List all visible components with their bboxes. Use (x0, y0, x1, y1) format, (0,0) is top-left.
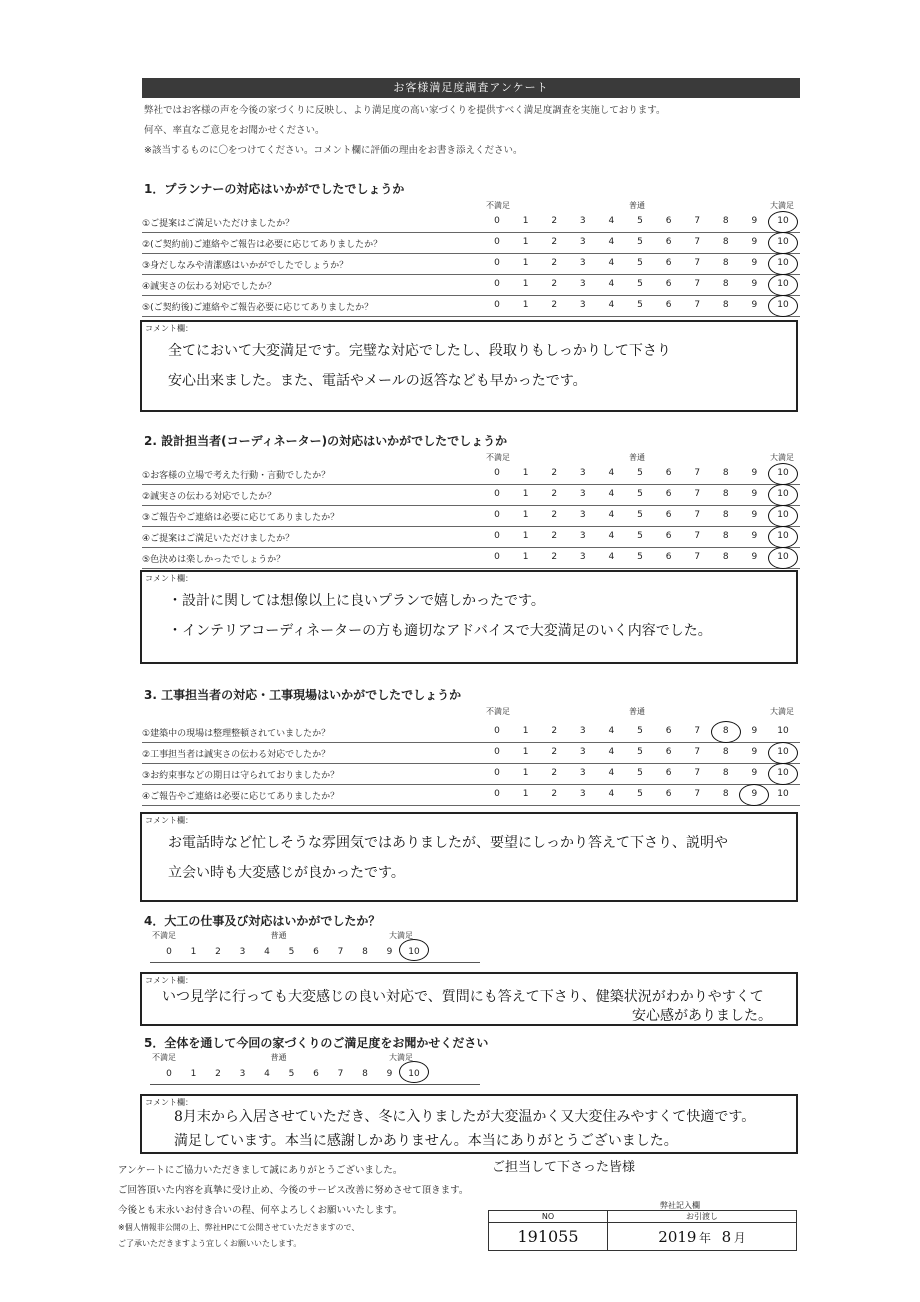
rating-option[interactable]: 3 (579, 279, 586, 289)
rating-option[interactable]: 5 (637, 768, 643, 778)
rating-option[interactable]: 8 (722, 258, 729, 268)
selected-rating-circle (768, 763, 798, 785)
rating-option[interactable]: 1 (522, 468, 529, 478)
office-month-unit: 月 (733, 1230, 746, 1245)
question-label: ④ご提案はご満足いただけましたか？ (142, 534, 295, 544)
rating-option[interactable]: 2 (551, 768, 558, 778)
question-row (142, 212, 800, 233)
rating-option[interactable]: 0 (494, 489, 500, 499)
comment-label: コメント欄： (145, 976, 193, 985)
rating-option[interactable]: 7 (694, 258, 701, 268)
rating-option[interactable]: 2 (215, 1069, 221, 1079)
section-5-comment-line-1: 8月末から入居させていただき、冬に入りましたが大変温かく又大変住みやすくて快適です。 (174, 1109, 756, 1125)
rating-option[interactable]: 10 (777, 489, 789, 499)
rating-option[interactable]: 9 (751, 279, 758, 289)
question-label: ②(ご契約前)ご連絡やご報告は必要に応じてありましたか？ (142, 240, 383, 250)
rating-option[interactable]: 4 (608, 789, 615, 799)
rating-option[interactable]: 8 (722, 531, 729, 541)
rating-option[interactable]: 1 (190, 1069, 197, 1079)
rating-option[interactable]: 10 (777, 279, 789, 289)
rating-option[interactable]: 10 (777, 747, 789, 757)
scale-label-mid: 普通 (270, 931, 287, 940)
rating-option[interactable]: 0 (494, 216, 500, 226)
rating-option[interactable]: 10 (777, 468, 789, 478)
rating-option[interactable]: 0 (494, 300, 500, 310)
rating-option[interactable]: 4 (608, 216, 615, 226)
rating-option[interactable]: 1 (190, 947, 197, 957)
question-row (142, 743, 800, 764)
rating-option[interactable]: 5 (637, 726, 643, 736)
rating-option[interactable]: 4 (608, 300, 615, 310)
rating-option[interactable]: 6 (313, 947, 319, 957)
rating-option[interactable]: 0 (166, 1069, 172, 1079)
rating-option[interactable]: 8 (722, 216, 729, 226)
intro-line-3: ※該当するものに〇をつけてください。コメント欄に評価の理由をお書き添えください。 (144, 145, 523, 156)
question-row (142, 722, 800, 743)
rating-option[interactable]: 8 (722, 768, 729, 778)
selected-rating-circle (768, 484, 798, 506)
rating-option[interactable]: 3 (239, 947, 246, 957)
selected-rating-circle (711, 721, 741, 743)
rating-option[interactable]: 2 (551, 552, 558, 562)
question-row (142, 275, 800, 296)
rating-option[interactable]: 4 (608, 726, 615, 736)
rating-option[interactable]: 9 (751, 489, 758, 499)
rating-option[interactable]: 3 (579, 747, 586, 757)
question-row (142, 464, 800, 485)
rating-option[interactable]: 9 (751, 237, 758, 247)
rating-option[interactable]: 5 (637, 531, 643, 541)
intro-line-2: 何卒、率直なご意見をお聞かせください。 (144, 125, 325, 136)
scale-label-mid: 普通 (629, 453, 645, 462)
question-label: ①建築中の現場は整理整頓されていましたか？ (142, 729, 331, 739)
rating-option[interactable]: 2 (551, 726, 558, 736)
rating-option[interactable]: 1 (522, 300, 529, 310)
rating-option[interactable]: 7 (694, 768, 701, 778)
section-2-comment-line-1: ・設計に関しては想像以上に良いプランで嬉しかったです。 (168, 593, 545, 609)
question-label: ③ご報告やご連絡は必要に応じてありましたか？ (142, 513, 340, 523)
rating-option[interactable]: 3 (579, 489, 586, 499)
rating-option[interactable]: 5 (637, 279, 643, 289)
rating-option[interactable]: 8 (722, 747, 729, 757)
section-3-title: 3. 工事担当者の対応・工事現場はいかがでしたでしょうか (144, 688, 462, 702)
question-row (142, 548, 800, 569)
rating-option[interactable]: 8 (362, 1069, 368, 1079)
rating-option[interactable]: 5 (637, 216, 643, 226)
section-3-comment-box[interactable] (140, 812, 798, 902)
section-3-comment-line-2: 立会い時も大変感じが良かったです。 (168, 865, 405, 881)
rating-option[interactable]: 6 (665, 258, 672, 268)
scale-label-high: 大満足 (389, 1053, 413, 1062)
rating-option[interactable]: 9 (751, 552, 758, 562)
office-delivery-date[interactable] (608, 1223, 797, 1251)
rating-option[interactable]: 2 (215, 947, 221, 957)
rating-option[interactable]: 2 (551, 468, 558, 478)
rating-option[interactable]: 8 (722, 468, 729, 478)
rating-option[interactable]: 7 (694, 300, 701, 310)
rating-option[interactable]: 2 (551, 258, 558, 268)
section-4-comment-line-2: 安心感がありました。 (632, 1008, 772, 1024)
section-1-title: 1．プランナーの対応はいかがでしたでしょうか (144, 182, 405, 196)
question-label: ②工事担当者は誠実さの伝わる対応でしたか？ (142, 750, 331, 760)
rating-option[interactable]: 9 (751, 510, 758, 520)
rating-option[interactable]: 8 (362, 947, 368, 957)
office-heading: 弊社記入欄 (660, 1201, 700, 1210)
section-2-title: 2. 設計担当者(コーディネーター)の対応はいかがでしたでしょうか (144, 434, 508, 448)
office-year-unit: 年 (699, 1230, 712, 1245)
rating-option[interactable]: 5 (288, 1069, 295, 1079)
question-label: ⑤色決めは楽しかったでしょうか？ (142, 555, 286, 565)
office-no-label: NO (489, 1211, 608, 1223)
section-2-comment-line-2: ・インテリアコーディネーターの方も適切なアドバイスで大変満足のいく内容でした。 (168, 623, 712, 639)
rating-option[interactable]: 2 (551, 237, 558, 247)
scale-label-high: 大満足 (770, 707, 794, 716)
rating-option[interactable]: 1 (522, 510, 529, 520)
rating-option[interactable]: 3 (579, 768, 586, 778)
rating-option[interactable]: 10 (777, 768, 789, 778)
rating-option[interactable]: 9 (751, 468, 758, 478)
selected-rating-circle (768, 232, 798, 254)
rating-option[interactable]: 9 (751, 300, 758, 310)
section-5-title: 5．全体を通して今回の家づくりのご満足度をお聞かせください (144, 1036, 489, 1050)
scale-label-low: 不満足 (486, 453, 510, 462)
rating-option[interactable]: 3 (579, 510, 586, 520)
rating-option[interactable]: 4 (608, 531, 615, 541)
selected-rating-circle (768, 526, 798, 548)
office-no-value[interactable]: 191055 (489, 1223, 608, 1251)
office-date-label: お引渡し (608, 1211, 797, 1223)
rating-option[interactable]: 5 (637, 237, 643, 247)
rating-option[interactable]: 0 (494, 531, 500, 541)
rating-option[interactable]: 6 (665, 531, 672, 541)
comment-label: コメント欄： (145, 574, 193, 583)
rating-option[interactable]: 8 (722, 726, 729, 736)
rating-option[interactable]: 3 (579, 300, 586, 310)
section-5-comment-box[interactable] (140, 1094, 798, 1154)
rating-option[interactable]: 0 (494, 747, 500, 757)
footer-line-2: ご回答頂いた内容を真摯に受け止め、今後のサービス改善に努めさせて頂きます。 (118, 1185, 469, 1196)
rating-option[interactable]: 6 (665, 468, 672, 478)
question-label: ②誠実さの伝わる対応でしたか？ (142, 492, 277, 502)
rating-option[interactable]: 1 (522, 237, 529, 247)
section-1-comment-box[interactable] (140, 320, 798, 412)
office-year: 2019 (658, 1227, 697, 1246)
rating-option[interactable]: 8 (722, 489, 729, 499)
rating-option[interactable]: 7 (694, 789, 701, 799)
selected-rating-circle (768, 253, 798, 275)
rating-option[interactable]: 3 (579, 531, 586, 541)
rating-option[interactable]: 2 (551, 300, 558, 310)
rating-row (150, 1064, 480, 1085)
rating-option[interactable]: 2 (551, 510, 558, 520)
rating-option[interactable]: 5 (637, 747, 643, 757)
selected-rating-circle (399, 1061, 429, 1083)
rating-option[interactable]: 4 (608, 489, 615, 499)
office-month: 8 (721, 1227, 732, 1246)
rating-row (150, 942, 480, 963)
scale-label-mid: 普通 (629, 707, 645, 716)
rating-option[interactable]: 4 (608, 279, 615, 289)
rating-option[interactable]: 3 (579, 726, 586, 736)
selected-rating-circle (768, 274, 798, 296)
section-4-title: 4．大工の仕事及び対応はいかがでしたか？ (144, 914, 381, 928)
rating-option[interactable]: 10 (777, 531, 789, 541)
rating-option[interactable]: 9 (751, 531, 758, 541)
rating-option[interactable]: 1 (522, 258, 529, 268)
office-use-table (488, 1210, 797, 1251)
rating-option[interactable]: 6 (665, 789, 672, 799)
rating-option[interactable]: 10 (777, 510, 789, 520)
selected-rating-circle (768, 463, 798, 485)
rating-option[interactable]: 6 (665, 747, 672, 757)
rating-option[interactable]: 7 (337, 1069, 344, 1079)
rating-option[interactable]: 6 (665, 510, 672, 520)
rating-option[interactable]: 4 (608, 768, 615, 778)
rating-option[interactable]: 4 (608, 747, 615, 757)
scale-label-high: 大満足 (770, 453, 794, 462)
rating-option[interactable]: 9 (751, 747, 758, 757)
rating-option[interactable]: 2 (551, 789, 558, 799)
rating-option[interactable]: 1 (522, 489, 529, 499)
scale-label-mid: 普通 (629, 201, 645, 210)
selected-rating-circle (768, 742, 798, 764)
rating-option[interactable]: 1 (522, 747, 529, 757)
scale-label-high: 大満足 (770, 201, 794, 210)
footer-line-1: アンケートにご協力いただきまして誠にありがとうございました。 (118, 1165, 403, 1176)
rating-option[interactable]: 4 (264, 947, 270, 957)
scale-label-mid: 普通 (270, 1053, 287, 1062)
rating-option[interactable]: 0 (494, 237, 500, 247)
rating-option[interactable]: 10 (777, 300, 789, 310)
selected-rating-circle (768, 211, 798, 233)
rating-option[interactable]: 3 (579, 789, 586, 799)
rating-option[interactable]: 6 (313, 1069, 319, 1079)
rating-option[interactable]: 2 (551, 489, 558, 499)
question-row (142, 527, 800, 548)
scale-label-low: 不満足 (152, 931, 176, 940)
rating-option[interactable]: 2 (551, 747, 558, 757)
rating-option[interactable]: 6 (665, 552, 672, 562)
rating-option[interactable]: 5 (288, 947, 295, 957)
scale-label-low: 不満足 (486, 201, 510, 210)
rating-option[interactable]: 3 (579, 552, 586, 562)
question-row (142, 296, 800, 317)
rating-option[interactable]: 0 (494, 789, 500, 799)
rating-option[interactable]: 7 (694, 489, 701, 499)
rating-option[interactable]: 6 (665, 768, 672, 778)
rating-option[interactable]: 3 (579, 258, 586, 268)
question-label: ③身だしなみや清潔感はいかがでしたでしょうか？ (142, 261, 349, 271)
rating-option[interactable]: 9 (386, 1069, 393, 1079)
selected-rating-circle (768, 505, 798, 527)
section-2-comment-box[interactable] (140, 570, 798, 664)
rating-option[interactable]: 2 (551, 531, 558, 541)
comment-label: コメント欄： (145, 816, 193, 825)
rating-option[interactable]: 8 (722, 552, 729, 562)
rating-option[interactable]: 10 (777, 726, 789, 736)
scale-label-low: 不満足 (486, 707, 510, 716)
rating-option[interactable]: 6 (665, 216, 672, 226)
rating-option[interactable]: 6 (665, 300, 672, 310)
rating-option[interactable]: 0 (494, 768, 500, 778)
rating-option[interactable]: 1 (522, 768, 529, 778)
rating-option[interactable]: 5 (637, 510, 643, 520)
rating-option[interactable]: 4 (608, 510, 615, 520)
rating-option[interactable]: 0 (494, 258, 500, 268)
rating-option[interactable]: 9 (751, 726, 758, 736)
rating-option[interactable]: 1 (522, 531, 529, 541)
rating-option[interactable]: 1 (522, 552, 529, 562)
section-1-comment-line-1: 全てにおいて大変満足です。完璧な対応でしたし、段取りもしっかりして下さり (168, 343, 671, 359)
scale-label-high: 大満足 (389, 931, 413, 940)
rating-option[interactable]: 4 (608, 237, 615, 247)
rating-option[interactable]: 5 (637, 300, 643, 310)
footer-line-3: 今後とも末永いお付き合いの程、何卒よろしくお願いいたします。 (118, 1205, 403, 1216)
rating-option[interactable]: 3 (579, 468, 586, 478)
rating-option[interactable]: 1 (522, 279, 529, 289)
rating-option[interactable]: 9 (751, 768, 758, 778)
intro-line-1: 弊社ではお客様の声を今後の家づくりに反映し、より満足度の高い家づくりを提供すべく満足度調査を実施しております。 (144, 105, 666, 116)
rating-option[interactable]: 3 (239, 1069, 246, 1079)
rating-option[interactable]: 6 (665, 489, 672, 499)
rating-option[interactable]: 6 (665, 237, 672, 247)
rating-option[interactable]: 9 (751, 789, 758, 799)
rating-option[interactable]: 7 (694, 468, 701, 478)
rating-option[interactable]: 7 (694, 510, 701, 520)
rating-option[interactable]: 0 (166, 947, 172, 957)
rating-option[interactable]: 9 (751, 258, 758, 268)
footer-note-1: ※個人情報非公開の上、弊社HPにて公開させていただきますので、 (118, 1223, 360, 1232)
rating-option[interactable]: 7 (694, 531, 701, 541)
rating-option[interactable]: 7 (694, 237, 701, 247)
section-4-comment-box[interactable] (140, 972, 798, 1026)
rating-option[interactable]: 8 (722, 237, 729, 247)
rating-option[interactable]: 1 (522, 789, 529, 799)
rating-option[interactable]: 9 (386, 947, 393, 957)
selected-rating-circle (768, 547, 798, 569)
rating-option[interactable]: 3 (579, 237, 586, 247)
rating-option[interactable]: 5 (637, 258, 643, 268)
rating-option[interactable]: 10 (777, 237, 789, 247)
rating-option[interactable]: 0 (494, 726, 500, 736)
rating-option[interactable]: 10 (408, 947, 420, 957)
rating-option[interactable]: 9 (751, 216, 758, 226)
comment-label: コメント欄： (145, 324, 193, 333)
rating-option[interactable]: 7 (694, 279, 701, 289)
section-5-insert-note: ご担当して下さった皆様 (492, 1160, 636, 1175)
question-label: ③お約束事などの期日は守られておりましたか？ (142, 771, 340, 781)
selected-rating-circle (768, 295, 798, 317)
footer-note-2: ご了承いただきますよう宜しくお願いいたします。 (118, 1239, 302, 1248)
rating-option[interactable]: 8 (722, 300, 729, 310)
rating-option[interactable]: 4 (264, 1069, 270, 1079)
rating-option[interactable]: 6 (665, 726, 672, 736)
rating-option[interactable]: 8 (722, 510, 729, 520)
rating-option[interactable]: 7 (694, 552, 701, 562)
selected-rating-circle (399, 939, 429, 961)
survey-title: お客様満足度調査アンケート (142, 78, 800, 98)
rating-option[interactable]: 1 (522, 216, 529, 226)
question-row (142, 785, 800, 806)
rating-option[interactable]: 7 (694, 216, 701, 226)
section-4-comment-line-1: いつ見学に行っても大変感じの良い対応で、質問にも答えて下さり、健築状況がわかりやすくて (162, 989, 764, 1005)
comment-label: コメント欄： (145, 1098, 193, 1107)
rating-option[interactable]: 10 (777, 216, 789, 226)
question-row (142, 233, 800, 254)
scale-label-low: 不満足 (152, 1053, 176, 1062)
section-3-comment-line-1: お電話時など忙しそうな雰囲気ではありましたが、要望にしっかり答えて下さり、説明や (168, 835, 728, 851)
rating-option[interactable]: 7 (694, 747, 701, 757)
section-1-comment-line-2: 安心出来ました。また、電話やメールの返答なども早かったです。 (168, 373, 587, 389)
question-label: ①ご提案はご満足いただけましたか？ (142, 219, 295, 229)
rating-option[interactable]: 7 (337, 947, 344, 957)
rating-option[interactable]: 5 (637, 552, 643, 562)
question-label: ①お客様の立場で考えた行動・言動でしたか？ (142, 471, 331, 481)
question-row (142, 485, 800, 506)
question-label: ⑤(ご契約後)ご連絡やご報告必要に応じてありましたか？ (142, 303, 374, 313)
rating-option[interactable]: 8 (722, 789, 729, 799)
rating-option[interactable]: 3 (579, 216, 586, 226)
rating-option[interactable]: 10 (777, 258, 789, 268)
rating-option[interactable]: 4 (608, 258, 615, 268)
rating-option[interactable]: 6 (665, 279, 672, 289)
question-row (142, 764, 800, 785)
rating-option[interactable]: 10 (777, 552, 789, 562)
rating-option[interactable]: 10 (777, 789, 789, 799)
rating-option[interactable]: 8 (722, 279, 729, 289)
rating-option[interactable]: 10 (408, 1069, 420, 1079)
question-row (142, 254, 800, 275)
rating-option[interactable]: 5 (637, 489, 643, 499)
question-label: ④ご報告やご連絡は必要に応じてありましたか？ (142, 792, 340, 802)
rating-option[interactable]: 0 (494, 468, 500, 478)
rating-option[interactable]: 0 (494, 510, 500, 520)
rating-option[interactable]: 7 (694, 726, 701, 736)
section-5-comment-line-2: 満足しています。本当に感謝しかありません。本当にありがとうございました。 (174, 1133, 678, 1149)
question-label: ④誠実さの伝わる対応でしたか？ (142, 282, 277, 292)
rating-option[interactable]: 0 (494, 279, 500, 289)
rating-option[interactable]: 0 (494, 552, 500, 562)
rating-option[interactable]: 4 (608, 552, 615, 562)
question-row (142, 506, 800, 527)
rating-option[interactable]: 1 (522, 726, 529, 736)
rating-option[interactable]: 2 (551, 279, 558, 289)
selected-rating-circle (739, 784, 769, 806)
rating-option[interactable]: 5 (637, 468, 643, 478)
rating-option[interactable]: 4 (608, 468, 615, 478)
rating-option[interactable]: 5 (637, 789, 643, 799)
rating-option[interactable]: 2 (551, 216, 558, 226)
